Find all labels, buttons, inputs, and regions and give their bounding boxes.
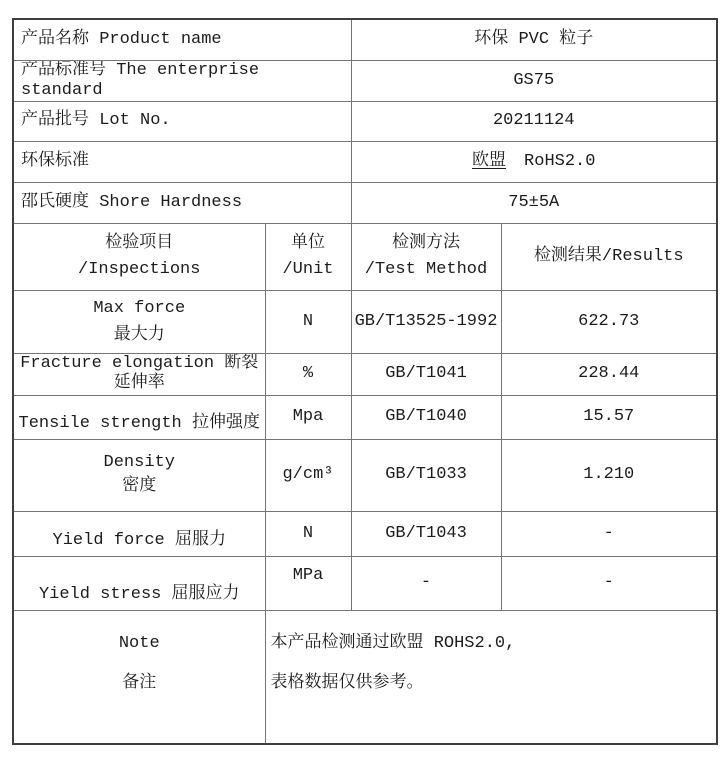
table-row [13, 395, 717, 439]
density-name-cn: 密度 [122, 477, 157, 496]
fracture-elongation-method: GB/T1041 [351, 353, 501, 395]
max-force-unit: N [265, 290, 351, 353]
tensile-strength-name-cell: Tensile strength 拉伸强度 [13, 395, 265, 439]
table-row [13, 511, 717, 556]
eco-standard-org: 欧盟 [472, 151, 507, 171]
header-results [501, 223, 717, 290]
header-method-cn: 检测方法 [392, 233, 460, 253]
yield-force-result: - [501, 511, 717, 556]
density-unit: g/cm³ [265, 439, 351, 511]
header-unit-en: /Unit [282, 259, 334, 279]
tensile-strength-result: 15.57 [501, 395, 717, 439]
note-label-en: Note [118, 633, 160, 653]
lot-no-value: 20211124 [351, 101, 717, 141]
header-unit-cn: 单位 [291, 233, 325, 253]
yield-force-method: GB/T1043 [351, 511, 501, 556]
table-row [13, 182, 717, 223]
yield-force-name-cell: Yield force 屈服力 [13, 511, 265, 556]
header-unit [265, 223, 351, 290]
tensile-strength-unit: Mpa [265, 395, 351, 439]
table-row [13, 60, 717, 101]
table-row [13, 19, 717, 60]
enterprise-standard-value: GS75 [351, 60, 717, 101]
lot-no-label: 产品批号 Lot No. [13, 101, 351, 141]
eco-standard-std: RoHS2.0 [524, 151, 596, 171]
product-name-value: 环保 PVC 粒子 [351, 19, 717, 60]
header-inspections [13, 223, 265, 290]
fracture-elongation-unit: % [265, 353, 351, 395]
table-row [13, 556, 717, 610]
test-report-table [12, 18, 718, 745]
yield-stress-method: - [351, 556, 501, 610]
max-force-name-en: Max force [93, 298, 186, 318]
table-row [13, 101, 717, 141]
enterprise-standard-label: 产品标准号 The enterprise standard [13, 60, 351, 101]
eco-standard-value [351, 141, 717, 182]
results-header-row [13, 223, 717, 290]
yield-stress-unit: MPa [265, 556, 351, 610]
table-row [13, 439, 717, 511]
eco-standard-label: 环保标准 [13, 141, 351, 182]
density-result: 1.210 [501, 439, 717, 511]
max-force-name-cell [13, 290, 265, 353]
header-method [351, 223, 501, 290]
max-force-method: GB/T13525-1992 [351, 290, 501, 353]
yield-force-unit: N [265, 511, 351, 556]
note-line-2: 表格数据仅供参考。 [270, 673, 424, 693]
table-row [13, 141, 717, 182]
header-method-en: /Test Method [364, 259, 488, 279]
max-force-name-cn: 最大力 [113, 325, 165, 345]
note-label-cn: 备注 [122, 673, 157, 693]
header-results-text: 检测结果/Results [533, 246, 684, 266]
density-name-en: Density [103, 453, 175, 472]
note-row [13, 610, 717, 744]
table-row [13, 290, 717, 353]
shore-hardness-label: 邵氏硬度 Shore Hardness [13, 182, 351, 223]
max-force-result: 622.73 [501, 290, 717, 353]
yield-stress-name-cell: Yield stress 屈服应力 [13, 556, 265, 610]
note-line-1: 本产品检测通过欧盟 ROHS2.0, [270, 633, 516, 653]
product-name-label: 产品名称 Product name [13, 19, 351, 60]
yield-stress-result: - [501, 556, 717, 610]
note-content-cell [265, 610, 717, 744]
density-name-cell [13, 439, 265, 511]
header-inspections-cn: 检验项目 [105, 233, 174, 253]
note-label-cell [13, 610, 265, 744]
density-method: GB/T1033 [351, 439, 501, 511]
fracture-elongation-name-cell: Fracture elongation 断裂延伸率 [13, 353, 265, 395]
fracture-elongation-result: 228.44 [501, 353, 717, 395]
header-inspections-en: /Inspections [78, 259, 201, 279]
tensile-strength-method: GB/T1040 [351, 395, 501, 439]
table-row [13, 353, 717, 395]
shore-hardness-value: 75±5A [351, 182, 717, 223]
